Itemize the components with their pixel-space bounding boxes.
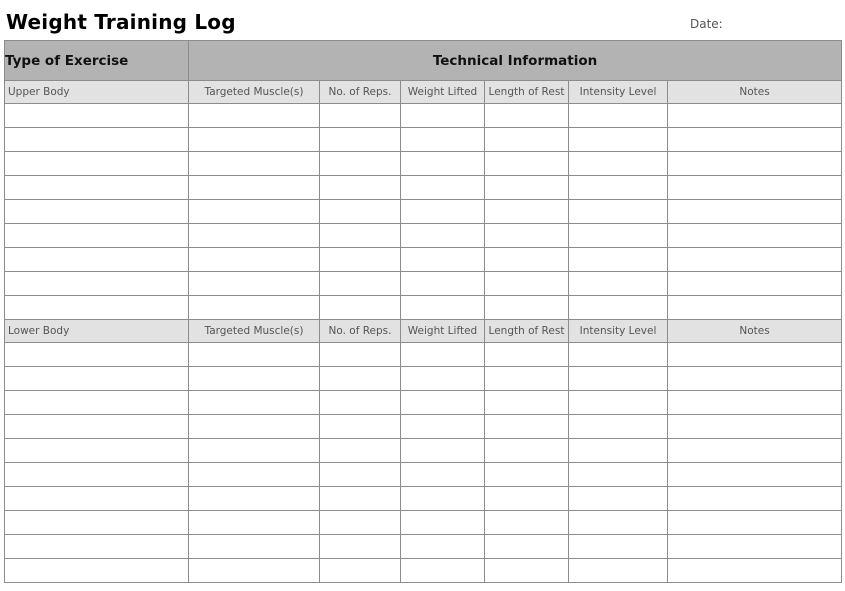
targeted-muscles-cell [189,487,320,511]
intensity-level-cell [569,511,668,535]
no-of-reps-cell [320,200,401,224]
intensity-level-cell [569,200,668,224]
weight-lifted-cell [401,104,485,128]
table-row [5,487,842,511]
notes-cell [668,296,842,320]
notes-cell [668,511,842,535]
no-of-reps-cell [320,535,401,559]
no-of-reps-cell [320,224,401,248]
column-header-intensity-level: Intensity Level [569,320,668,343]
intensity-level-cell [569,128,668,152]
intensity-level-cell [569,152,668,176]
table-row [5,200,842,224]
main-header-row [5,41,842,81]
table-row [5,535,842,559]
notes-cell [668,559,842,583]
length-of-rest-cell [485,343,569,367]
weight-lifted-cell [401,296,485,320]
intensity-level-cell [569,343,668,367]
notes-cell [668,272,842,296]
no-of-reps-cell [320,248,401,272]
intensity-level-cell [569,391,668,415]
exercise-cell [5,104,189,128]
targeted-muscles-cell [189,272,320,296]
length-of-rest-cell [485,535,569,559]
notes-cell [668,343,842,367]
length-of-rest-cell [485,367,569,391]
targeted-muscles-cell [189,391,320,415]
weight-lifted-cell [401,224,485,248]
weight-lifted-cell [401,367,485,391]
notes-cell [668,224,842,248]
targeted-muscles-cell [189,104,320,128]
exercise-cell [5,511,189,535]
targeted-muscles-cell [189,535,320,559]
no-of-reps-cell [320,176,401,200]
table-row [5,559,842,583]
training-log-table [4,40,842,583]
weight-lifted-cell [401,463,485,487]
length-of-rest-cell [485,152,569,176]
length-of-rest-cell [485,248,569,272]
no-of-reps-cell [320,152,401,176]
no-of-reps-cell [320,391,401,415]
exercise-cell [5,487,189,511]
targeted-muscles-cell [189,343,320,367]
notes-cell [668,152,842,176]
column-header-length-of-rest: Length of Rest [485,320,569,343]
table-row [5,296,842,320]
weight-lifted-cell [401,391,485,415]
column-header-weight-lifted: Weight Lifted [401,320,485,343]
date-label: Date: [690,17,723,31]
table-row [5,224,842,248]
exercise-cell [5,296,189,320]
no-of-reps-cell [320,559,401,583]
targeted-muscles-cell [189,296,320,320]
no-of-reps-cell [320,415,401,439]
table-row [5,439,842,463]
targeted-muscles-cell [189,439,320,463]
weight-lifted-cell [401,343,485,367]
no-of-reps-cell [320,439,401,463]
no-of-reps-cell [320,296,401,320]
table-row [5,152,842,176]
intensity-level-cell [569,439,668,463]
no-of-reps-cell [320,272,401,296]
no-of-reps-cell [320,511,401,535]
intensity-level-cell [569,463,668,487]
exercise-cell [5,439,189,463]
intensity-level-cell [569,535,668,559]
length-of-rest-cell [485,391,569,415]
targeted-muscles-cell [189,415,320,439]
weight-lifted-cell [401,415,485,439]
weight-lifted-cell [401,439,485,463]
intensity-level-cell [569,296,668,320]
length-of-rest-cell [485,415,569,439]
weight-lifted-cell [401,272,485,296]
length-of-rest-cell [485,200,569,224]
length-of-rest-cell [485,224,569,248]
intensity-level-cell [569,415,668,439]
exercise-cell [5,176,189,200]
exercise-cell [5,343,189,367]
notes-cell [668,487,842,511]
column-header-notes: Notes [668,320,842,343]
length-of-rest-cell [485,272,569,296]
length-of-rest-cell [485,104,569,128]
column-header-intensity-level: Intensity Level [569,81,668,104]
intensity-level-cell [569,559,668,583]
weight-lifted-cell [401,128,485,152]
no-of-reps-cell [320,104,401,128]
targeted-muscles-cell [189,511,320,535]
section-header-lower-body [5,320,842,343]
targeted-muscles-cell [189,463,320,487]
exercise-cell [5,415,189,439]
notes-cell [668,391,842,415]
column-header-no-of-reps: No. of Reps. [320,320,401,343]
weight-lifted-cell [401,511,485,535]
intensity-level-cell [569,367,668,391]
column-header-length-of-rest: Length of Rest [485,81,569,104]
notes-cell [668,415,842,439]
column-header-notes: Notes [668,81,842,104]
length-of-rest-cell [485,559,569,583]
exercise-cell [5,200,189,224]
length-of-rest-cell [485,296,569,320]
column-header-weight-lifted: Weight Lifted [401,81,485,104]
exercise-cell [5,272,189,296]
length-of-rest-cell [485,128,569,152]
no-of-reps-cell [320,487,401,511]
type-of-exercise-header: Type of Exercise [5,41,189,81]
table-row [5,343,842,367]
notes-cell [668,200,842,224]
exercise-cell [5,248,189,272]
notes-cell [668,535,842,559]
length-of-rest-cell [485,176,569,200]
section-name: Lower Body [5,320,189,343]
table-row [5,511,842,535]
exercise-cell [5,535,189,559]
length-of-rest-cell [485,439,569,463]
targeted-muscles-cell [189,559,320,583]
weight-lifted-cell [401,152,485,176]
intensity-level-cell [569,176,668,200]
section-header-upper-body [5,81,842,104]
length-of-rest-cell [485,463,569,487]
exercise-cell [5,391,189,415]
table-row [5,272,842,296]
table-row [5,128,842,152]
no-of-reps-cell [320,463,401,487]
notes-cell [668,176,842,200]
weight-lifted-cell [401,248,485,272]
column-header-no-of-reps: No. of Reps. [320,81,401,104]
length-of-rest-cell [485,487,569,511]
intensity-level-cell [569,272,668,296]
notes-cell [668,104,842,128]
notes-cell [668,367,842,391]
column-header-targeted-muscles: Targeted Muscle(s) [189,320,320,343]
notes-cell [668,248,842,272]
weight-lifted-cell [401,487,485,511]
column-header-targeted-muscles: Targeted Muscle(s) [189,81,320,104]
weight-lifted-cell [401,200,485,224]
notes-cell [668,439,842,463]
intensity-level-cell [569,224,668,248]
table-row [5,176,842,200]
technical-information-header: Technical Information [189,41,842,81]
notes-cell [668,463,842,487]
intensity-level-cell [569,487,668,511]
table-row [5,248,842,272]
targeted-muscles-cell [189,248,320,272]
table-row [5,104,842,128]
intensity-level-cell [569,248,668,272]
targeted-muscles-cell [189,200,320,224]
exercise-cell [5,367,189,391]
targeted-muscles-cell [189,176,320,200]
no-of-reps-cell [320,128,401,152]
notes-cell [668,128,842,152]
weight-lifted-cell [401,176,485,200]
page-title: Weight Training Log [6,10,236,34]
targeted-muscles-cell [189,152,320,176]
log-body [5,41,842,583]
length-of-rest-cell [485,511,569,535]
table-row [5,391,842,415]
no-of-reps-cell [320,343,401,367]
exercise-cell [5,152,189,176]
exercise-cell [5,463,189,487]
exercise-cell [5,224,189,248]
section-name: Upper Body [5,81,189,104]
table-row [5,367,842,391]
no-of-reps-cell [320,367,401,391]
weight-lifted-cell [401,559,485,583]
exercise-cell [5,559,189,583]
targeted-muscles-cell [189,367,320,391]
exercise-cell [5,128,189,152]
intensity-level-cell [569,104,668,128]
targeted-muscles-cell [189,224,320,248]
weight-lifted-cell [401,535,485,559]
table-row [5,463,842,487]
table-row [5,415,842,439]
targeted-muscles-cell [189,128,320,152]
